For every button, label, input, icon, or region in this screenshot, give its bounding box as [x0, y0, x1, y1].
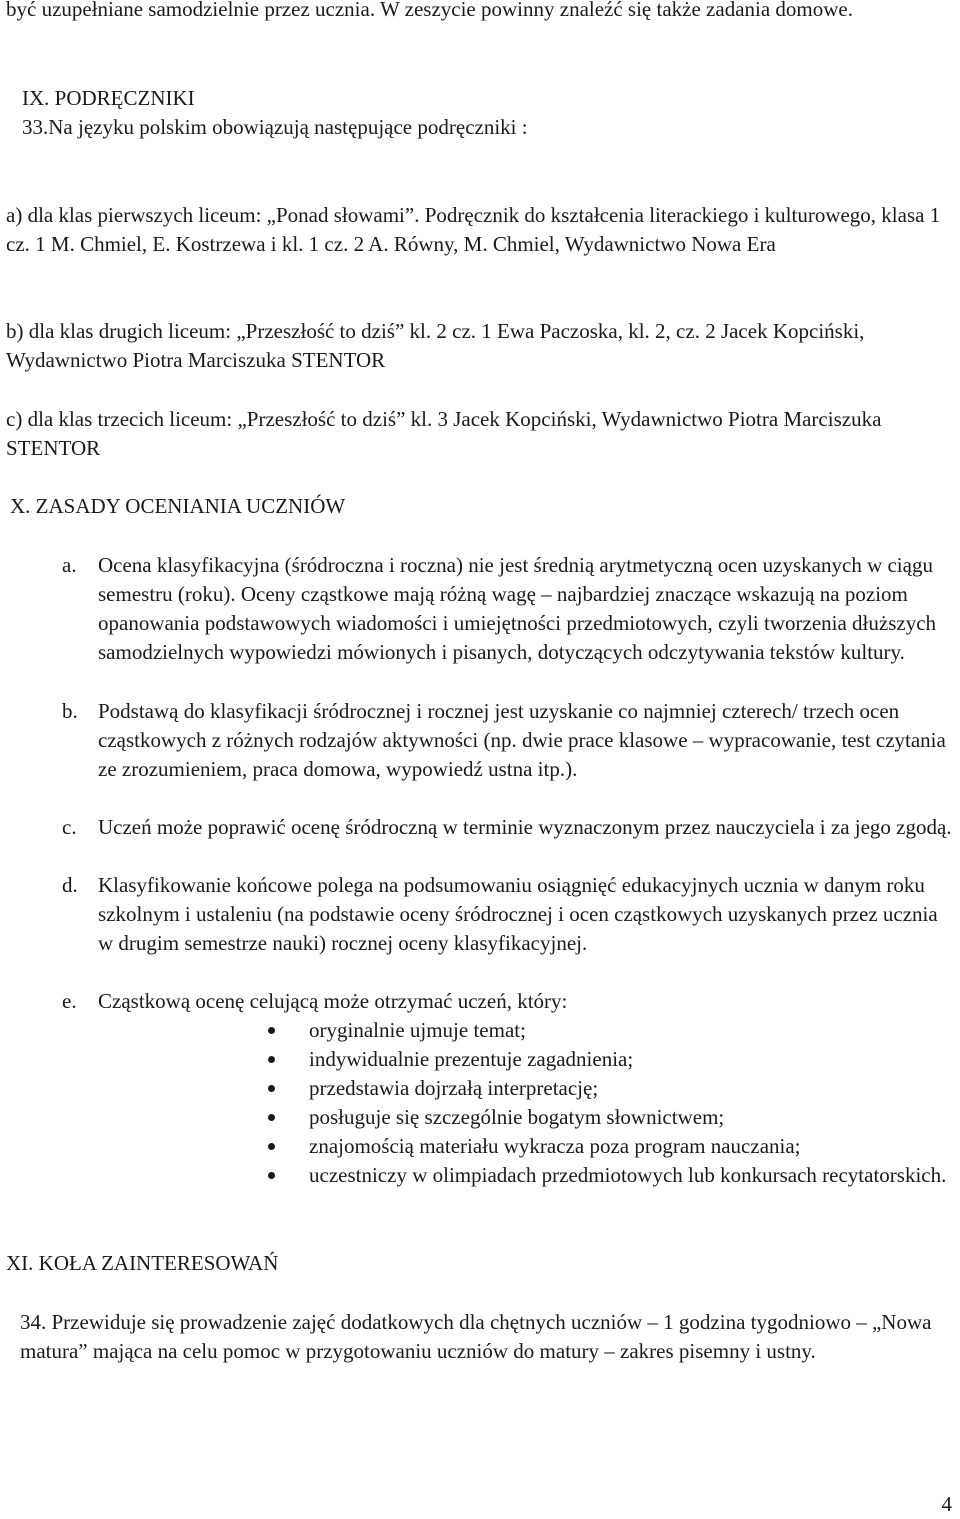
bullet-icon [268, 1114, 275, 1121]
page-number: 4 [941, 1492, 952, 1516]
section-xi-title: XI. KOŁA ZAINTERESOWAŃ [6, 1251, 279, 1275]
textbook-item-c: c) dla klas trzecich liceum: „Przeszłość to dziś” kl. 3 Jacek Kopciński, Wydawnictwo Piotra Marciszuka STENTOR [6, 407, 882, 460]
point-34: 34. Przewiduje się prowadzenie zajęć dodatkowych dla chętnych uczniów – 1 godzina tygodniowo – „Nowa matura” mająca na celu pomoc w przygotowaniu uczniów do matury – zakres pisemny i ustny. [20, 1310, 932, 1363]
rule-letter: c. [62, 815, 77, 839]
point-33: 33.Na języku polskim obowiązują następujące podręczniki : [22, 115, 528, 139]
rule-letter: d. [62, 873, 78, 897]
criteria-text: znajomością materiału wykracza poza program nauczania; [309, 1134, 801, 1158]
rule-text: Uczeń może poprawić ocenę śródroczną w terminie wyznaczonym przez nauczyciela i za jego zgodą. [98, 815, 952, 839]
criteria-text: przedstawia dojrzałą interpretację; [309, 1076, 599, 1100]
textbook-item-b: b) dla klas drugich liceum: „Przeszłość to dziś” kl. 2 cz. 1 Ewa Paczoska, kl. 2, cz. 2 Jacek Kopciński, Wydawnictwo Piotra Marciszuka STENTOR [6, 319, 865, 372]
rule-letter: e. [62, 989, 77, 1013]
section-ix-title: IX. PODRĘCZNIKI [22, 86, 195, 110]
criteria-item [257, 1074, 947, 1103]
excellent-grade-criteria-list [257, 1016, 947, 1190]
bullet-icon [268, 1143, 275, 1150]
criteria-text: oryginalnie ujmuje temat; [309, 1018, 526, 1042]
rule-text: Ocena klasyfikacyjna (śródroczna i roczna) nie jest średnią arytmetyczną ocen uzyskanych w ciągu semestru (roku). Oceny cząstkowe mają różną wagę – najbardziej znaczące wskazują na poziom opanowania podstawowych wiadomości i umiejętności przedmiotowych, czyli tworzenia dłuższych samodzielnych wypowiedzi mówionych i pisanych, dotyczących odczytywania tekstów kultury. [98, 553, 937, 664]
section-x-title: X. ZASADY OCENIANIA UCZNIÓW [10, 494, 346, 518]
criteria-text: uczestniczy w olimpiadach przedmiotowych lub konkursach recytatorskich. [309, 1163, 947, 1187]
intro-paragraph: być uzupełniane samodzielnie przez ucznia. W zeszycie powinny znaleźć się także zadania domowe. [6, 0, 853, 21]
criteria-item [257, 1132, 947, 1161]
rule-text: Klasyfikowanie końcowe polega na podsumowaniu osiągnięć edukacyjnych ucznia w danym roku szkolnym i ustaleniu (na podstawie oceny śródrocznej i ocen cząstkowych uzyskanych przez ucznia w drugim semestrze nauki) rocznej oceny klasyfikacyjnej. [98, 873, 938, 955]
bullet-icon [268, 1056, 275, 1063]
criteria-text: posługuje się szczególnie bogatym słownictwem; [309, 1105, 725, 1129]
criteria-text: indywidualnie prezentuje zagadnienia; [309, 1047, 634, 1071]
bullet-icon [268, 1027, 275, 1034]
criteria-item [257, 1161, 947, 1190]
bullet-icon [268, 1085, 275, 1092]
textbook-item-a: a) dla klas pierwszych liceum: „Ponad słowami”. Podręcznik do kształcenia literackiego i kulturowego, klasa 1 cz. 1 M. Chmiel, E. Kostrzewa i kl. 1 cz. 2 A. Równy, M. Chmiel, Wydawnictwo Nowa Era [6, 203, 941, 256]
rule-text: Podstawą do klasyfikacji śródrocznej i rocznej jest uzyskanie co najmniej czterech/ trzech ocen cząstkowych z różnych rodzajów aktywności (np. dwie prace klasowe – wypracowanie, test czytania ze zrozumieniem, praca domowa, wypowiedź ustna itp.). [98, 699, 946, 781]
criteria-item [257, 1103, 947, 1132]
rule-text: Cząstkową ocenę celującą może otrzymać uczeń, który: [98, 989, 568, 1013]
rule-letter: a. [62, 553, 77, 577]
criteria-item [257, 1016, 947, 1045]
criteria-item [257, 1045, 947, 1074]
bullet-icon [268, 1172, 275, 1179]
rule-letter: b. [62, 699, 78, 723]
